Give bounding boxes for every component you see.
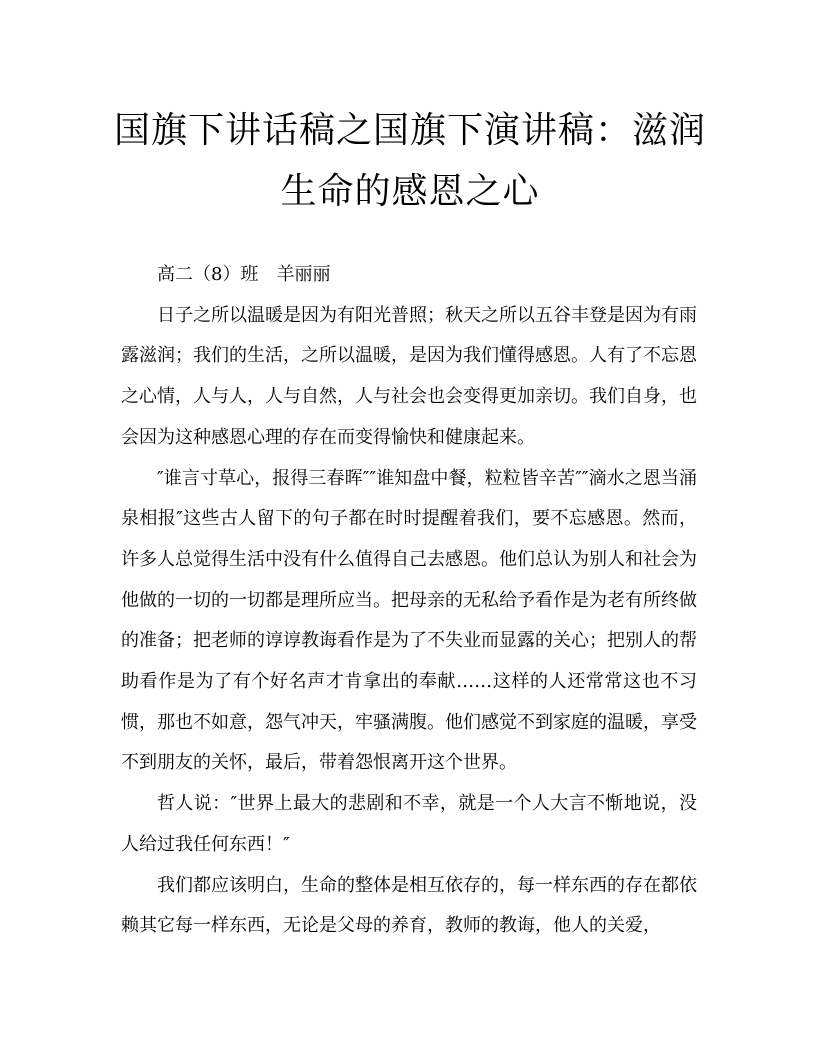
- paragraph: 日子之所以温暖是因为有阳光普照；秋天之所以五谷丰登是因为有雨露滋润；我们的生活，之所以温暖，是因为我们懂得感恩。人有了不忘恩之心情，人与人，人与自然，人与社会也会变得更加亲切。我们自身，也会因为这种感恩心理的存在而变得愉快和健康起来。: [121, 304, 697, 448]
- paragraph: ″谁言寸草心，报得三春晖″″谁知盘中餐，粒粒皆辛苦″″滴水之恩当涌泉相报″这些古人留下的句子都在时时提醒着我们，要不忘感恩。然而，许多人总觉得生活中没有什么值得自己去感恩。他们总认为别人和社会为他做的一切的一切都是理所应当。把母亲的无私给予看作是为老有所终做的准备；把老师的谆谆教诲看作是为了不失业而显露的关心；把别人的帮助看作是为了有个好名声才肯拿出的奉献……这样的人还常常这也不习惯，那也不如意，怨气冲天，牢骚满腹。他们感觉不到家庭的温暖，享受不到朋友的关怀，最后，带着怨恨离开这个世界。: [121, 467, 697, 774]
- paragraph: 我们都应该明白，生命的整体是相互依存的，每一样东西的存在都依赖其它每一样东西，无论是父母的养育，教师的教诲，他人的关爱，: [121, 874, 697, 937]
- paragraph: 哲人说：″世界上最大的悲剧和不幸，就是一个人大言不惭地说，没人给过我任何东西！″: [121, 793, 697, 855]
- document-body: [121, 255, 697, 947]
- byline: 高二（8）班 羊丽丽: [157, 264, 331, 285]
- document-title: 国旗下讲话稿之国旗下演讲稿：滋润生命的感恩之心: [113, 110, 706, 212]
